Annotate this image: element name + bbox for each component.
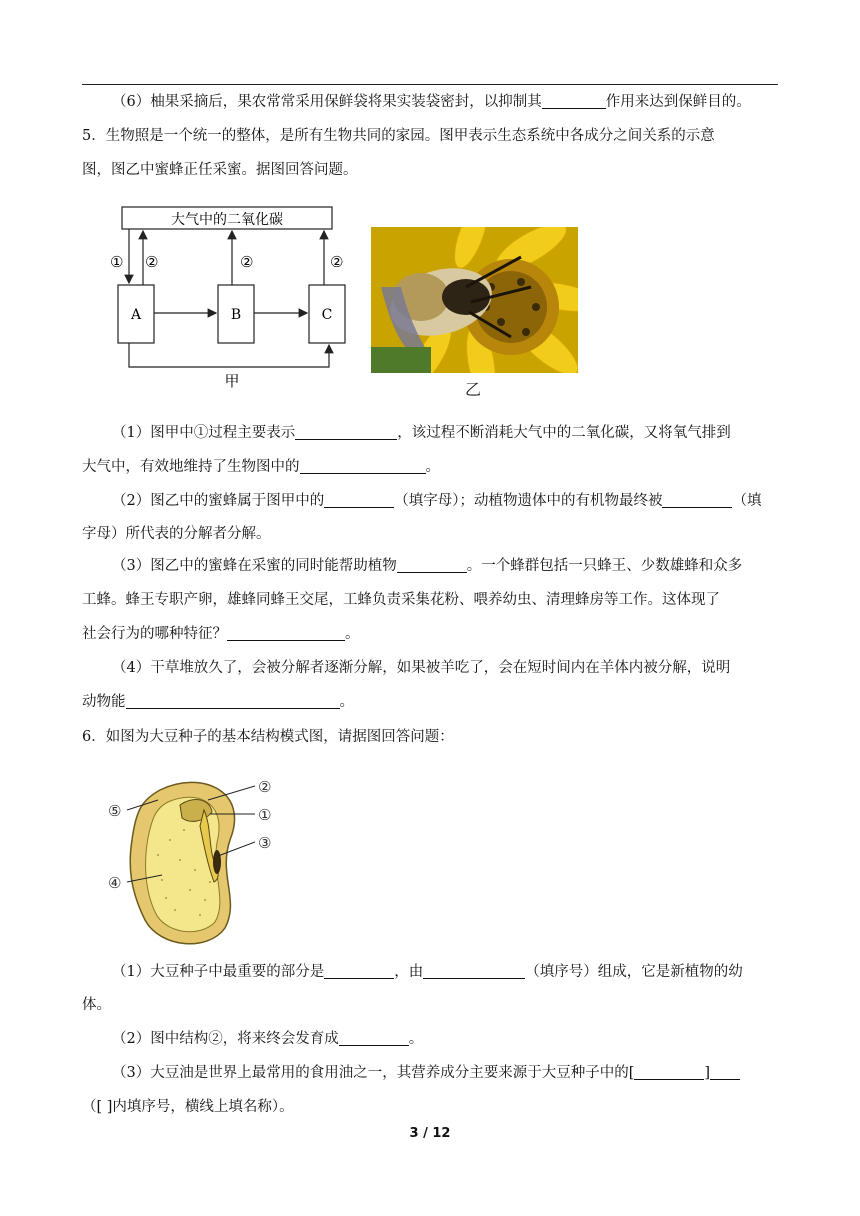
q5-s4-line1: （4）干草堆放久了，会被分解者逐渐分解，如果被羊吃了，会在短时间内在羊体内被分解，说明 (112, 660, 731, 676)
answer-blank[interactable] (339, 1031, 409, 1046)
q5-s2-line1: （2）图乙中的蜜蜂属于图甲中的 （填字母）；动植物遗体中的有机物最终被 （填 (112, 493, 762, 509)
answer-blank[interactable] (634, 1065, 704, 1080)
answer-blank[interactable] (300, 459, 426, 474)
answer-blank[interactable] (295, 425, 397, 440)
q5-intro-1: 5．生物照是一个统一的整体，是所有生物共同的家园。图甲表示生态系统中各成分之间关系的示意 (82, 128, 715, 144)
answer-blank[interactable] (126, 694, 340, 709)
answer-blank[interactable] (710, 1065, 740, 1080)
label-1: ① (258, 806, 272, 824)
q6-s2-line: （2）图中结构②，将来终会发育成 。 (112, 1031, 424, 1047)
q6-line: （6）柚果采摘后，果农常常采用保鲜袋将果实装袋密封，以抑制其 作用来达到保鲜目的。 (112, 94, 751, 110)
photo-caption: 乙 (465, 380, 482, 399)
q6-s3-line2: （[ ]内填序号，横线上填名称）。 (82, 1099, 294, 1115)
q6-s1-line1: （1）大豆种子中最重要的部分是 ，由 （填序号）组成，它是新植物的幼 (112, 964, 743, 980)
node-b-label: B (230, 307, 242, 323)
label-3: ③ (258, 834, 272, 852)
answer-blank[interactable] (227, 626, 345, 641)
label-4: ④ (108, 874, 122, 892)
diagram-caption: 甲 (224, 372, 240, 390)
answer-blank[interactable] (662, 493, 732, 508)
mark-2-b: ② (240, 253, 254, 271)
atmosphere-co2-label: 大气中的二氧化碳 (171, 212, 283, 228)
label-5: ⑤ (108, 802, 122, 820)
q5-s2-line2: 字母）所代表的分解者分解。 (82, 526, 271, 542)
answer-blank[interactable] (423, 964, 525, 979)
answer-blank[interactable] (542, 94, 606, 109)
q5-s1-line1: （1）图甲中①过程主要表示 ，该过程不断消耗大气中的二氧化碳，又将氧气排到 (112, 425, 731, 441)
mark-2-a: ② (145, 253, 159, 271)
page-number: 3 / 12 (409, 1126, 451, 1141)
arrow-a-c-loop (129, 343, 329, 367)
q6-intro: 6．如图为大豆种子的基本结构模式图，请据图回答问题： (82, 729, 454, 745)
q5-s4-line2: 动物能 。 (82, 694, 354, 710)
q5-s3-line1: （3）图乙中的蜜蜂在采蜜的同时能帮助植物 。一个蜂群包括一只蜂王、少数雄蜂和众多 (112, 558, 743, 574)
mark-1: ① (110, 253, 124, 271)
label-2: ② (258, 778, 272, 796)
q5-s3-line2: 工蜂。蜂王专职产卵，雄蜂同蜂王交尾，工蜂负责采集花粉、喂养幼虫、清理蜂房等工作。这体现了 (82, 592, 720, 608)
q6-s1-line2: 体。 (82, 997, 111, 1013)
q5-s1-line2: 大气中，有效地维持了生物图中的 。 (82, 459, 440, 475)
header-rule (82, 84, 778, 85)
q5-s3-line3: 社会行为的哪种特征？ 。 (82, 626, 360, 642)
q6-s3-line1: （3）大豆油是世界上最常用的食用油之一，其营养成分主要来源于大豆种子中的[ ] (112, 1063, 778, 1083)
answer-blank[interactable] (397, 558, 467, 573)
soybean-seed-diagram (100, 770, 290, 950)
answer-blank[interactable] (324, 493, 394, 508)
node-c-label: C (321, 307, 333, 323)
answer-blank[interactable] (324, 964, 394, 979)
q5-intro-2: 图，图乙中蜜蜂正任采蜜。据图回答问题。 (82, 162, 358, 178)
ecosystem-diagram (100, 200, 350, 395)
bee-photo (371, 227, 578, 373)
node-a-label: A (130, 307, 142, 323)
mark-2-c: ② (330, 253, 344, 271)
